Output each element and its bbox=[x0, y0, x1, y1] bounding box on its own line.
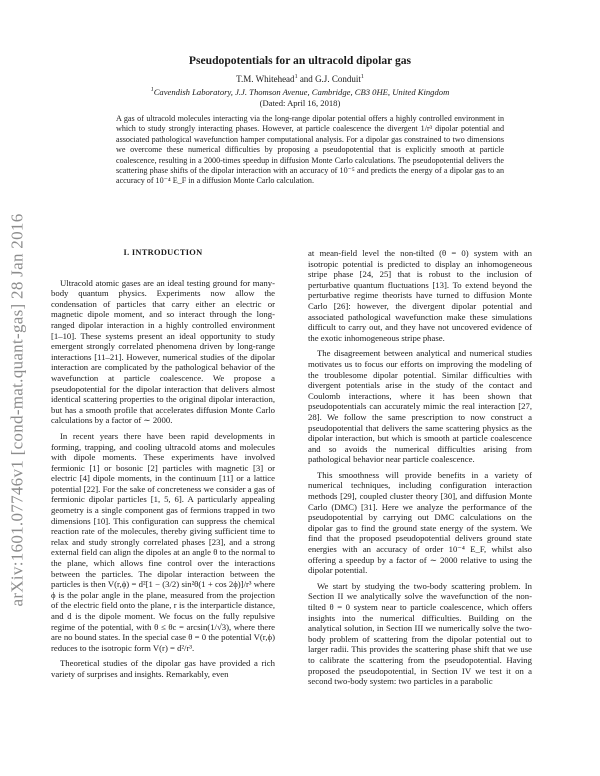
paragraph: at mean-field level the non-tilted (θ = 0) system with an isotropic potential is predicted to display an inhomogeneous stripe phase [24, 25] that is robust to the inclusion of perturbative quantum fluctuations [13]. To extend beyond the perturbative regime theorists have turned to diffusion Monte Carlo [26]: however, the divergent dipolar potential and associated pathological wavefunction make these simulations difficult to carry out, and they have not uncovered evidence of the exotic inhomogeneous stripe phase. bbox=[308, 248, 532, 343]
section-heading: I. INTRODUCTION bbox=[123, 248, 203, 257]
affiliation bbox=[0, 87, 600, 97]
arxiv-identifier: arXiv:1601.07746v1 [cond-mat.quant-gas] 28 Jan 2016 bbox=[7, 213, 27, 607]
paragraph: In recent years there have been rapid developments in forming, trapping, and cooling ultracold atoms and molecules with dipole moments. These experiments have involved fermionic [1] or bosonic [2] particles with magnetic [3] or electric [4] dipole moments, in the continuum [11] or a lattice potential [22]. For the sake of concreteness we consider a gas of fermionic dipolar particles [1, 5, 6]. A particularly appealing geometry is a single component gas of fermions trapped in two dimensions [10]. This configuration can suppress the chemical reaction rate of the molecules, thereby giving sufficient time to relax and study strongly correlated phases [23], and a strong external field can align the dipoles at an angle θ to the normal to the plane, which allows fine control over the interactions between the particles. The dipolar interaction between the particles is then V(r,ϕ) = d²[1 − (3/2) sin²θ(1 + cos 2ϕ)]/r³ where ϕ is the polar angle in the plane, measured from the projection of the electric field onto the plane, r is the interparticle distance, and d is the dipole moment. We focus on the fully repulsive regime of the potential, with θ ≤ θc = arcsin(1/√3), where there are no bound states. In the special case θ = 0 the potential V(r,ϕ) reduces to the isotropic form V(r) = d²/r³. bbox=[51, 430, 275, 653]
left-column bbox=[51, 248, 275, 685]
paragraph: The disagreement between analytical and numerical studies motivates us to focus our efforts on improving the modeling of the troublesome dipolar potential. Similar difficulties with divergent potentials arise in the study of the contact and Coulomb interactions, where it has been shown that pseudopotentials can accurately mimic the real interaction [27, 28]. We follow the same prescription to now construct a pseudopotential that delivers the same scattering physics as the dipolar interaction, but which is smooth at particle coalescence and so avoids the numerical difficulties arising from pathological behavior near particle coalescence. bbox=[308, 348, 532, 465]
affiliation-marker: 1 bbox=[360, 74, 364, 80]
paragraph: Theoretical studies of the dipolar gas have provided a rich variety of surprises and insights. Remarkably, even bbox=[51, 658, 275, 679]
affiliation-text: Cavendish Laboratory, J.J. Thomson Avenue, Cambridge, CB3 0HE, United Kingdom bbox=[153, 87, 450, 97]
arxiv-sidebar bbox=[4, 130, 30, 690]
author-line bbox=[0, 74, 600, 84]
author-conjunction: and bbox=[299, 74, 313, 84]
paragraph: This smoothness will provide benefits in a variety of numerical techniques, including configuration interaction methods [29], coupled cluster theory [30], and diffusion Monte Carlo (DMC) [31]. Here we analyze the performance of the pseudopotential by carrying out DMC calculations on the dipolar gas to find the ground state energy of the system. We find that the proposed pseudopotential delivers ground state energies with an accuracy of order 10⁻⁴ E_F, whilst also offering a speedup by a factor of ∼ 2000 relative to using the dipolar potential. bbox=[308, 469, 532, 576]
abstract: A gas of ultracold molecules interacting via the long-range dipolar potential offers a highly controlled environment in which to study strongly interacting phases. However, at particle coalescence the divergent 1/r³ dipolar potential and associated pathological wavefunction hamper computational analysis. For a dipolar gas constrained to two dimensions we overcome these numerical difficulties by proposing a pseudopotential that is explicitly smooth at particle coalescence, resulting in a 2000-times speedup in diffusion Monte Carlo calculations. The pseudopotential delivers the scattering phase shifts of the dipolar interaction with an accuracy of 10⁻⁵ and predicts the energy of a dipolar gas to an accuracy of 10⁻⁴ E_F in a diffusion Monte Carlo calculation. bbox=[116, 114, 504, 186]
author-name: G.J. Conduit bbox=[315, 74, 361, 84]
author-name: T.M. Whitehead bbox=[236, 74, 295, 84]
affiliation-marker: 1 bbox=[150, 87, 154, 94]
paper-title: Pseudopotentials for an ultracold dipolar gas bbox=[188, 54, 412, 67]
right-column bbox=[308, 248, 532, 692]
date-line: (Dated: April 16, 2018) bbox=[259, 98, 341, 108]
affiliation-marker: 1 bbox=[294, 74, 298, 80]
paragraph: Ultracold atomic gases are an ideal testing ground for many-body quantum physics. Experiments now allow the condensation of particles that carry either an electric or magnetic dipole moment, and so interact through the long-ranged dipolar interaction in a highly controlled environment [1–10]. These systems present an ideal opportunity to study emergent strongly correlated phenomena driven by long-range interactions [11–21]. However, numerical studies of the dipolar interaction are complicated by the pathological behavior of the wavefunction at particle coalescence. We propose a pseudopotential for the dipolar interaction that delivers almost identical scattering properties to the original dipolar interaction, but has a smooth profile that accelerates diffusion Monte Carlo calculations by a factor of ∼ 2000. bbox=[51, 277, 275, 426]
paragraph: We start by studying the two-body scattering problem. In Section II we analytically solve the wavefunction of the non-tilted θ = 0 system near to particle coalescence, which offers insights into the numerical difficulties. Building on the analytical solution, in Section III we numerically solve the two-body problem of scattering from the dipolar potential out to larger radii. This provides the scattering phase shift that we use to calibrate the scattering from the pseudopotential. Having proposed the pseudopotential, in Section IV we test it on a second two-body system: two particles in a parabolic bbox=[308, 580, 532, 687]
